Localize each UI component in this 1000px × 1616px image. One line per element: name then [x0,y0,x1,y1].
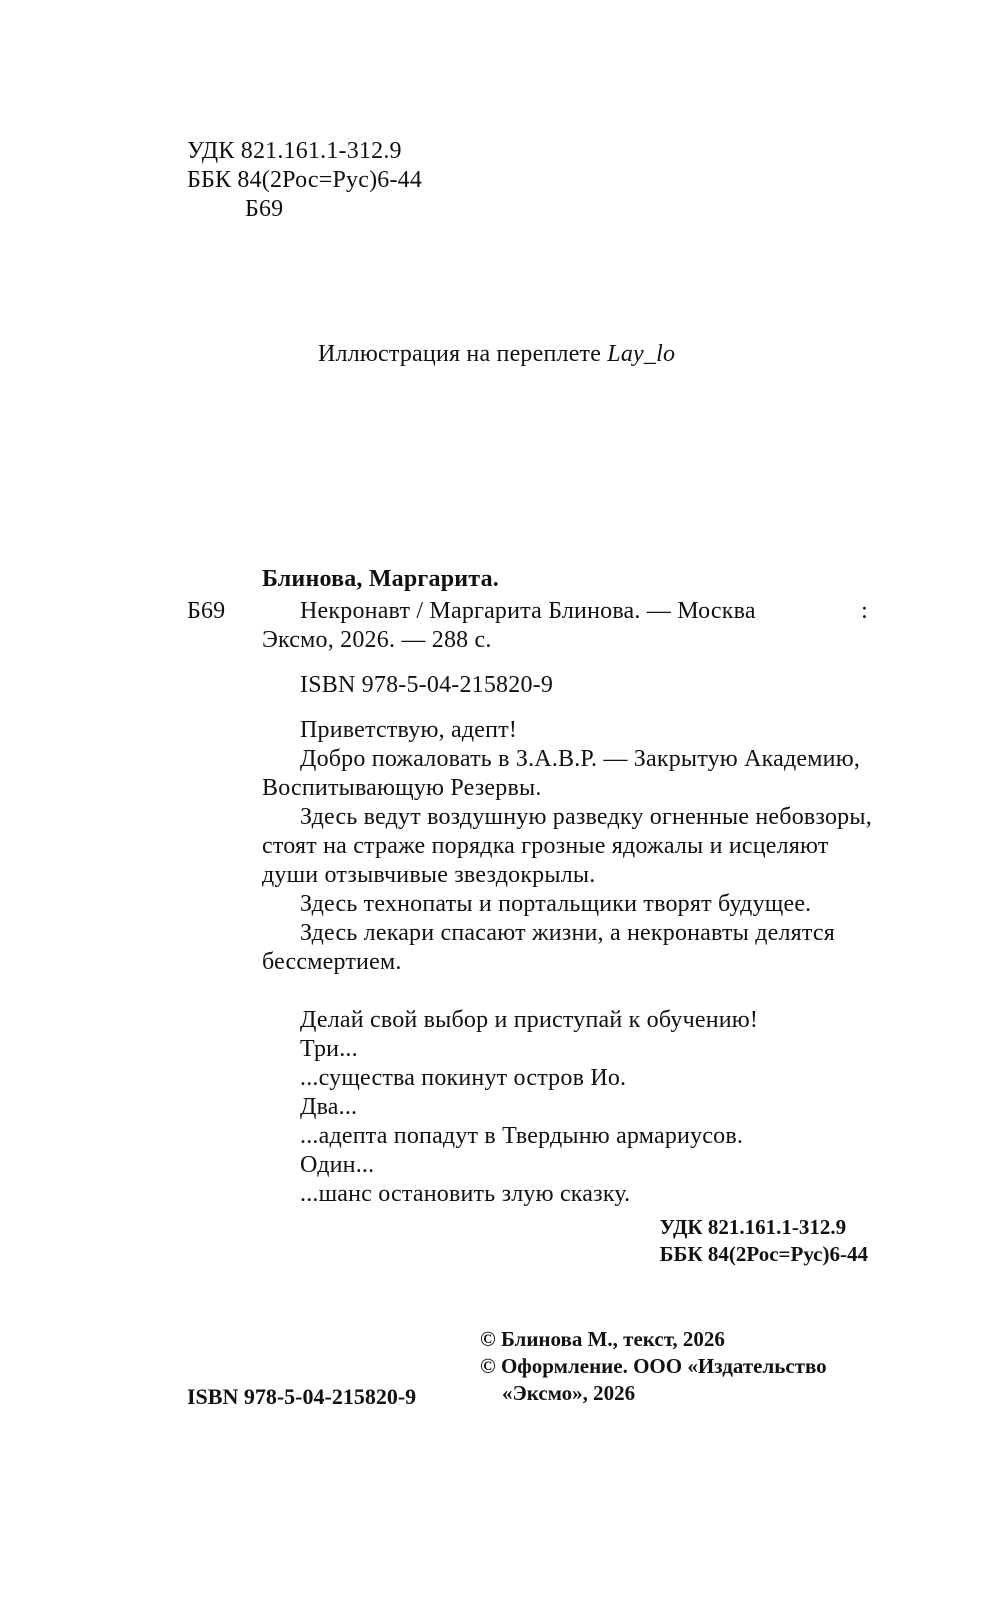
annotation-para4: Здесь технопаты и портальщики творят будущее. [300,891,812,917]
tagline [262,1006,868,1209]
copyright-design-line1: © Оформление. ООО «Издательство [480,1354,827,1378]
annotation-welcome-line1: Добро пожаловать в З.А.В.Р. — Закрытую Академию, [300,746,861,772]
bottom-bbk-code: ББК 84(2Рос=Рус)6-44 [659,1242,868,1266]
biblio-title-text: Некронавт / Маргарита Блинова. — Москва [300,598,756,624]
isbn-inline: ISBN 978-5-04-215820-9 [300,672,554,698]
biblio-title-colon: : [861,598,868,624]
copyright-text: © Блинова М., текст, 2026 [480,1327,725,1351]
annotation-welcome-line2: Воспитывающую Резервы. [262,775,542,801]
tagline-line: ...шанс остановить злую сказку. [300,1181,631,1207]
biblio-title-line [300,597,868,626]
copyright-design-line2: «Эксмо», 2026 [502,1381,636,1405]
tagline-line: ...существа покинут остров Ио. [300,1065,627,1091]
tagline-line: Два... [300,1094,358,1120]
biblio-publisher-line: Эксмо, 2026. — 288 с. [262,627,492,653]
tagline-line: Один... [300,1152,375,1178]
illustration-artist: Lay_lo [607,341,676,367]
bottom-udk-code: УДК 821.161.1-312.9 [659,1215,847,1239]
annotation-para5-line2: бессмертием. [262,949,402,975]
isbn-bottom: ISBN 978-5-04-215820-9 [187,1384,417,1409]
illustration-credit-prefix: Иллюстрация на переплете [318,341,608,367]
author-heading: Блинова, Маргарита. [262,566,499,592]
annotation [262,716,872,977]
bottom-classification [660,1215,868,1269]
bbk-code: ББК 84(2Рос=Рус)6-44 [187,167,423,193]
annotation-para3-line2: стоят на страже порядка грозные ядожалы и исцеляют [262,833,829,859]
tagline-line: Делай свой выбор и приступай к обучению! [300,1007,759,1033]
top-classification [187,137,422,224]
tagline-line: Три... [300,1036,358,1062]
author-mark: Б69 [245,196,284,222]
copyright-block [480,1327,827,1408]
biblio-author-mark: Б69 [187,598,226,624]
udk-code: УДК 821.161.1-312.9 [187,138,402,164]
illustration-credit [318,340,675,369]
annotation-para3-line3: души отзывчивые звездокрылы. [262,862,596,888]
tagline-line: ...адепта попадут в Твердыню армариусов. [300,1123,744,1149]
annotation-greeting: Приветствую, адепт! [300,717,518,743]
annotation-para5-line1: Здесь лекари спасают жизни, а некронавты делятся [300,920,835,946]
annotation-para3-line1: Здесь ведут воздушную разведку огненные небовзоры, [300,804,872,830]
